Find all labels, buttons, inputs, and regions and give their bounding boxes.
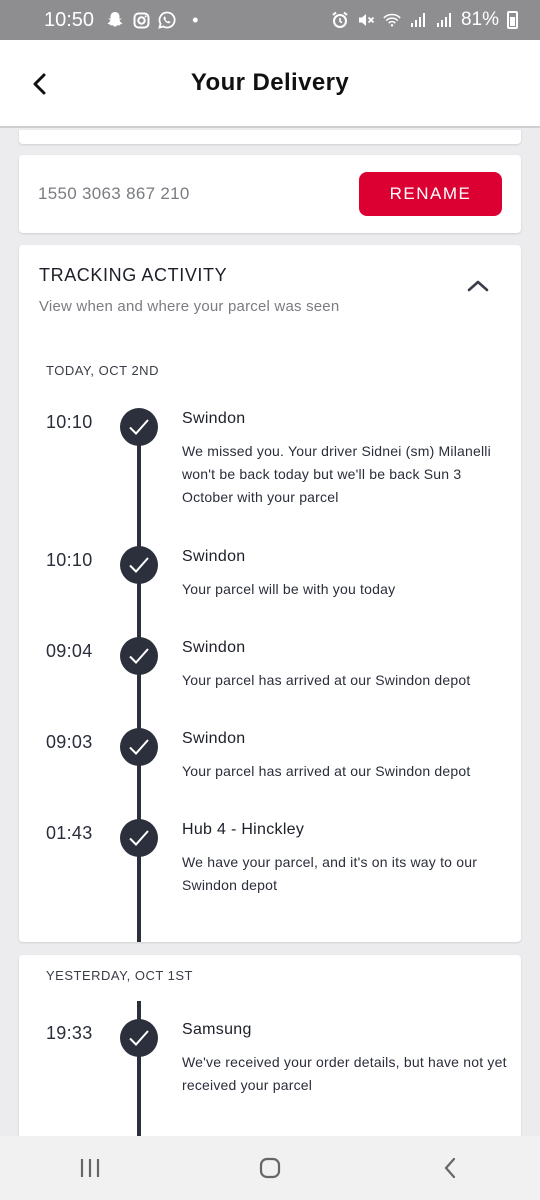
tracking-title: TRACKING ACTIVITY (39, 265, 228, 285)
status-time: 10:50 (44, 8, 95, 31)
back-icon (442, 1156, 458, 1180)
rename-button[interactable]: RENAME (359, 172, 502, 216)
check-circle-icon (120, 408, 158, 446)
status-bar (0, 0, 540, 40)
event-location: Swindon (182, 639, 246, 656)
event-description: Your parcel has arrived at our Swindon depot (182, 672, 471, 688)
check-circle-icon (120, 728, 158, 766)
yesterday-card (19, 955, 521, 1136)
recent-apps-button[interactable] (60, 1148, 120, 1188)
system-back-button[interactable] (420, 1148, 480, 1188)
system-nav-bar (0, 1136, 540, 1200)
battery-percent: 81% (460, 9, 499, 30)
chevron-left-icon (30, 72, 50, 96)
recent-apps-icon (78, 1157, 102, 1179)
chevron-up-icon (465, 277, 491, 295)
event-description: We missed you. Your driver Sidnei (sm) Milanelli won't be back today but we'll be back Sun 3 October with your parcel (182, 443, 491, 505)
check-circle-icon (120, 637, 158, 675)
event-description: We have your parcel, and it's on its way to our Swindon depot (182, 854, 478, 893)
parcel-id-card (19, 155, 521, 233)
home-button[interactable] (240, 1148, 300, 1188)
check-circle-icon (120, 546, 158, 584)
alarm-icon (331, 11, 349, 29)
back-button[interactable] (22, 66, 58, 102)
content-area[interactable] (0, 130, 540, 1136)
status-bar-left (44, 9, 198, 32)
whatsapp-icon (158, 11, 176, 29)
check-circle-icon (120, 819, 158, 857)
event-description: Your parcel will be with you today (182, 581, 396, 597)
page-title: Your Delivery (190, 69, 350, 96)
home-icon (258, 1156, 282, 1180)
event-time: 01:43 (46, 823, 93, 843)
wifi-icon (383, 11, 401, 29)
instagram-icon (132, 11, 150, 29)
event-location: Hub 4 - Hinckley (182, 821, 305, 838)
event-location: Swindon (182, 548, 246, 565)
tracking-header (39, 265, 339, 315)
app-bar (0, 40, 540, 128)
check-circle-icon (120, 1019, 158, 1057)
timeline-line (137, 427, 141, 942)
status-bar-right (331, 9, 518, 31)
mute-icon (357, 11, 375, 29)
battery-icon (507, 11, 518, 29)
event-location: Swindon (182, 730, 246, 747)
event-time: 09:04 (46, 641, 93, 661)
tracking-subtitle: View when and where your parcel was seen (39, 298, 340, 315)
collapse-button[interactable] (465, 277, 491, 295)
day-label-today: TODAY, OCT 2ND (46, 363, 159, 378)
event-time: 10:10 (46, 412, 93, 432)
event-time: 10:10 (46, 550, 93, 570)
snapchat-icon (106, 11, 124, 29)
event-description: We've received your order details, but have not yet received your parcel (182, 1054, 507, 1093)
event-time: 19:33 (46, 1023, 93, 1043)
tracking-activity-card (19, 245, 521, 942)
parcel-number: 1550 3063 867 210 (38, 184, 190, 203)
event-location: Swindon (182, 410, 246, 427)
status-dot: • (192, 9, 199, 30)
previous-card (19, 130, 521, 144)
event-location: Samsung (182, 1021, 252, 1038)
event-description: Your parcel has arrived at our Swindon depot (182, 763, 471, 779)
signal-icon (435, 11, 453, 29)
day-label-yesterday: YESTERDAY, OCT 1ST (46, 968, 193, 983)
event-time: 09:03 (46, 732, 93, 752)
signal-icon (409, 11, 427, 29)
